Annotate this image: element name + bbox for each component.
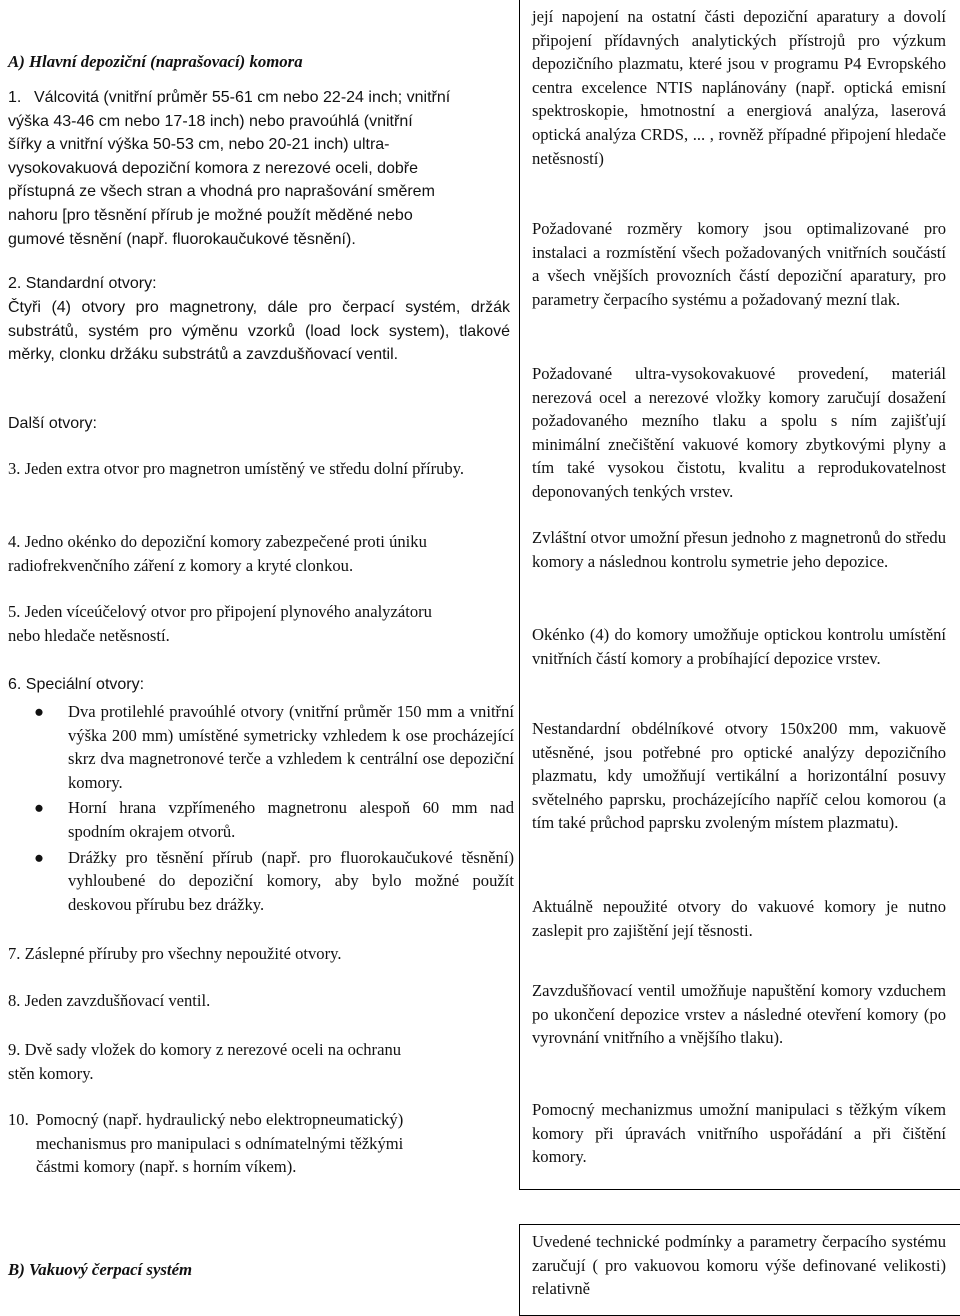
item-1-number: 1. — [8, 89, 22, 106]
bullet-text: Drážky pro těsnění přírub (např. pro fluorokaučukové těsnění) vyhloubené do depoziční komory, aby bylo možné použít deskovou přírubu bez drážky. — [68, 847, 514, 914]
note-paragraph: její napojení na ostatní části depoziční aparatury a dovolí připojení přídavných analytických přístrojů pro výzkum depozičního plazmatu, které jsou v programu P4 Evropského centra excelence NTIS naplánovány (např. optická emisní spektroskopie, hmotnostní a energiová analýza, laserová optická analýza CRDS, ... , rovněž případné připojení hledače netěsností) — [532, 7, 946, 168]
bullet-icon: ● — [34, 798, 45, 818]
item-10-line: Pomocný (např. hydraulický nebo elektropneumatický) — [36, 1110, 404, 1129]
item-3: 3. Jeden extra otvor pro magnetron umístěný ve středu dolní příruby. — [8, 459, 465, 478]
item-4: 4. Jedno okénko do depoziční komory zabezpečené proti úniku radiofrekvenčního záření z komory a kryté clonkou. — [8, 532, 427, 575]
notes-box-b — [519, 1224, 960, 1316]
item-10-line: mechanismus pro manipulaci s odnímatelnými těžkými — [36, 1133, 404, 1153]
item-8: 8. Jeden zavzdušňovací ventil. — [8, 991, 211, 1010]
item-9-line: stěn komory. — [8, 1063, 94, 1083]
item-6-title: 6. Speciální otvory: — [8, 676, 145, 693]
item-1-line: gumové těsnění (např. fluorokaučukové těsnění). — [8, 230, 356, 248]
bullet-icon: ● — [34, 847, 45, 867]
note-paragraph: Uvedené technické podmínky a parametry čerpacího systému zaručují ( pro vakuovou komoru výše definované velikosti) relativně — [532, 1232, 946, 1299]
note-paragraph: Požadované rozměry komory jsou optimalizované pro instalaci a rozmístění všech požadovaných vnitřních součástí a všech vnějších provozních částí depoziční aparatury, pro parametry čerpacího systému a požadovaný mezní tlak. — [532, 219, 946, 309]
note-paragraph: Nestandardní obdélníkové otvory 150x200 mm, vakuově utěsněné, jsou potřebné pro optické analýzy depozičního plazmatu, kdy umožňují vertikální a horizontální posuvy světelného paprsku, procházejícího napříč celou komorou (a tím také průchod paprsku zvoleným místem plazmatu). — [532, 719, 946, 833]
bullet-text: Dva protilehlé pravoúhlé otvory (vnitřní průměr 150 mm a vnitřní výška 200 mm) umístěné symetricky vzhledem k ose procházející skrz dva magnetronové terče a vzhledem k centrální ose depoziční komory. — [68, 702, 514, 792]
note-paragraph: Zvláštní otvor umožní přesun jednoho z magnetronů do středu komory a následnou kontrolu symetrie jeho depozice. — [532, 528, 946, 571]
item-1-line: šířky a vnitřní výška 50-53 cm, nebo 20-21 inch) ultra- — [8, 136, 390, 154]
item-9-line: 9. Dvě sady vložek do komory z nerezové oceli na ochranu — [8, 1040, 402, 1059]
item-1-line: přístupná ze všech stran a vhodná pro naprašování směrem — [8, 183, 435, 201]
item-1 — [8, 86, 514, 251]
item-9 — [8, 1038, 508, 1085]
notes-box — [519, 0, 960, 1190]
item-2-text: Čtyři (4) otvory pro magnetrony, dále pro čerpací systém, držák substrátů, systém pro výměnu vzorků (load lock system), tlakové měrky, clonku držáku substrátů a zavzdušňovací ventil. — [8, 299, 510, 364]
note-paragraph: Pomocný mechanizmus umožní manipulaci s těžkým víkem komory při úpravách vnitřního uspořádání a při čištění komory. — [532, 1100, 946, 1167]
bullet-text: Horní hrana vzpřímeného magnetronu alespoň 60 mm nad spodním okrajem otvorů. — [68, 798, 514, 841]
item-10-line: částmi komory (např. s horním víkem). — [36, 1157, 297, 1177]
note-paragraph: Okénko (4) do komory umožňuje optickou kontrolu umístění vnitřních částí komory a probíhající depozice vrstev. — [532, 625, 946, 668]
item-1-line: výška 43-46 cm nebo 17-18 inch) nebo pravoúhlá (vnitřní — [8, 112, 413, 130]
other-ports-heading: Další otvory: — [8, 415, 97, 432]
item-2-title: 2. Standardní otvory: — [8, 275, 157, 292]
item-7: 7. Záslepné příruby pro všechny nepoužité otvory. — [8, 944, 342, 963]
item-10 — [8, 1108, 508, 1179]
bullet-icon: ● — [34, 702, 45, 721]
list-item — [0, 846, 514, 917]
note-paragraph: Požadované ultra-vysokovakuové provedení, materiál nerezová ocel a nerezové vložky komory zaručují dosažení požadovaného mezního tlaku a spolu s ním zajišťují minimální znečištění vakuové komory zbytkovými plyny a tím také vysokou čistotu, kvalitu a reprodukovatelnost deponovaných tenkých vrstev. — [532, 364, 946, 501]
item-1-line: nahoru [pro těsnění přírub je možné použít měděné nebo — [8, 206, 413, 224]
note-paragraph: Zavzdušňovací ventil umožňuje napuštění komory vzduchem po ukončení depozice vrstev a následné otevření komory (po vyrovnání vnitřního a vnějšího tlaku). — [532, 981, 946, 1048]
section-heading-a: A) Hlavní depoziční (naprašovací) komora — [8, 52, 303, 71]
section-heading-b: B) Vakuový čerpací systém — [8, 1260, 193, 1279]
item-1-line: Válcovitá (vnitřní průměr 55-61 cm nebo 22-24 inch; vnitřní — [34, 89, 451, 106]
special-ports-list — [0, 700, 514, 916]
note-paragraph: Aktuálně nepoužité otvory do vakuové komory je nutno zaslepit pro zajištění její těsnosti. — [532, 897, 946, 940]
list-item — [0, 796, 514, 843]
list-item — [0, 700, 514, 794]
item-5: 5. Jeden víceúčelový otvor pro připojení plynového analyzátoru nebo hledače netěsností. — [8, 602, 432, 645]
item-10-number: 10. — [8, 1110, 29, 1129]
item-1-line: vysokovakuová depoziční komora z nerezové oceli, dobře — [8, 159, 418, 177]
